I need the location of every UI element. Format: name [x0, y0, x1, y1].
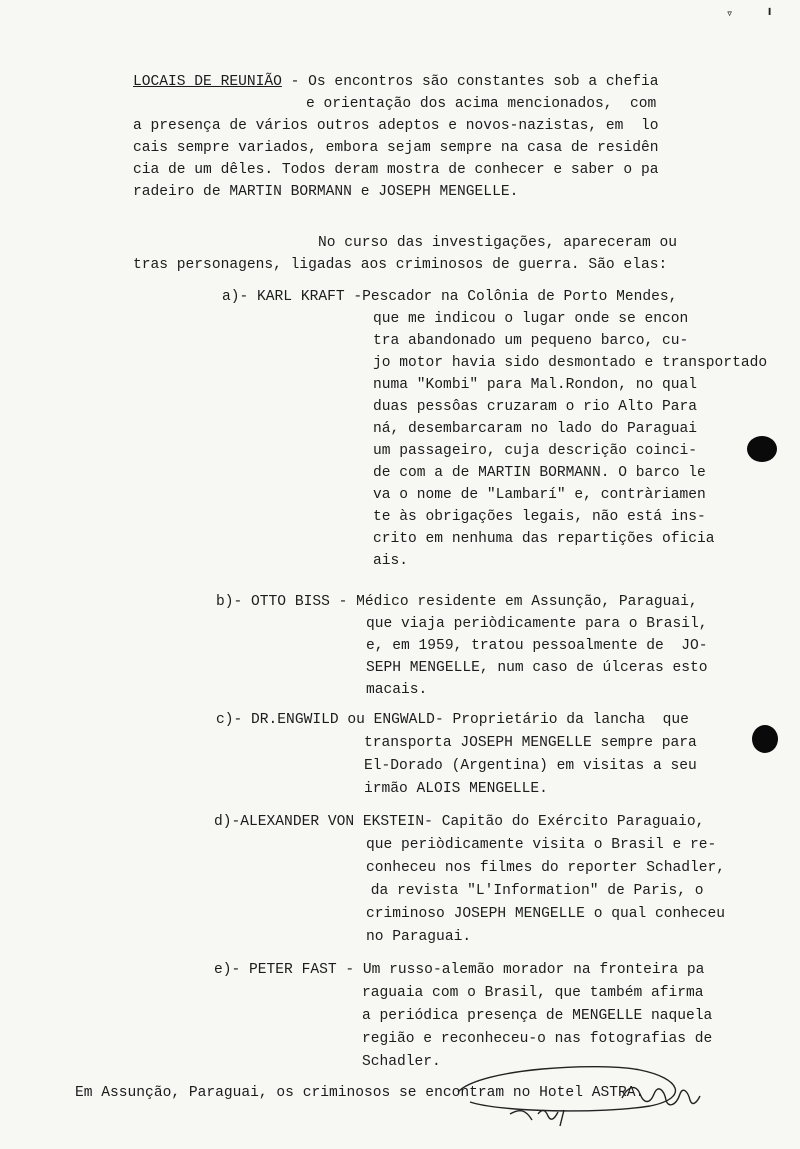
entry-line: crito em nenhuma das repartições oficia — [373, 531, 715, 547]
entry-line: Schadler. — [362, 1054, 441, 1070]
entry-line: de com a de MARTIN BORMANN. O barco le — [373, 465, 706, 481]
entry-line: tra abandonado um pequeno barco, cu- — [373, 333, 689, 349]
entry-line: jo motor havia sido desmontado e transportado — [373, 355, 768, 371]
entry-line: macais. — [366, 682, 428, 698]
entry-line: El-Dorado (Argentina) em visitas a seu — [364, 758, 697, 774]
entry-line: e, em 1959, tratou pessoalmente de JO- — [366, 638, 708, 654]
entry-line: duas pessôas cruzaram o rio Alto Para — [373, 399, 698, 415]
ink-blot — [752, 725, 778, 753]
entry-line: va o nome de "Lambarí" e, contràriamen — [373, 487, 706, 503]
entry-line: transporta JOSEPH MENGELLE sempre para — [364, 735, 697, 751]
intro-line-rest: - Os encontros são constantes sob a chefia — [281, 74, 659, 90]
section-heading: LOCAIS DE REUNIÃO — [133, 74, 282, 90]
entry-line: que viaja periòdicamente para o Brasil, — [366, 616, 708, 632]
entry-line: criminoso JOSEPH MENGELLE o qual conheceu — [366, 906, 726, 922]
entry-lead: c)- DR.ENGWILD ou ENGWALD- Proprietário da lancha que — [216, 712, 689, 728]
intro-line: cais sempre variados, embora sejam sempre na casa de residên — [133, 140, 659, 156]
entry-line: que periòdicamente visita o Brasil e re- — [366, 837, 717, 853]
entry-line: que me indicou o lugar onde se encon — [373, 311, 689, 327]
entry-lead: a)- KARL KRAFT -Pescador na Colônia de Porto Mendes, — [222, 289, 678, 305]
closing-line: Em Assunção, Paraguai, os criminosos se encontram no Hotel ASTRA. — [75, 1085, 645, 1101]
corner-mark: ╹ — [766, 9, 774, 23]
intro-line: a presença de vários outros adeptos e novos-nazistas, em lo — [133, 118, 659, 134]
intro-line: cia de um dêles. Todos deram mostra de conhecer e saber o pa — [133, 162, 659, 178]
entry-line: região e reconheceu-o nas fotografias de — [362, 1031, 713, 1047]
entry-line: SEPH MENGELLE, num caso de úlceras esto — [366, 660, 708, 676]
entry-lead: b)- OTTO BISS - Médico residente em Assunção, Paraguai, — [216, 594, 698, 610]
entry-line: a periódica presença de MENGELLE naquela — [362, 1008, 713, 1024]
entry-line: ais. — [373, 553, 409, 569]
ink-blot — [747, 436, 777, 462]
entry-line: no Paraguai. — [366, 929, 472, 945]
entry-line: irmão ALOIS MENGELLE. — [364, 781, 548, 797]
investigation-line: No curso das investigações, apareceram ou — [318, 235, 678, 251]
intro-first-line — [133, 72, 658, 92]
entry-line: numa "Kombi" para Mal.Rondon, no qual — [373, 377, 698, 393]
entry-line: raguaia com o Brasil, que também afirma — [362, 985, 704, 1001]
entry-line: te às obrigações legais, não está ins- — [373, 509, 706, 525]
entry-line: ná, desembarcaram no lado do Paraguai — [373, 421, 698, 437]
corner-mark: ▿ — [726, 7, 734, 21]
intro-line: e orientação dos acima mencionados, com — [306, 96, 657, 112]
entry-line: um passageiro, cuja descrição coinci- — [373, 443, 698, 459]
entry-lead: d)-ALEXANDER VON EKSTEIN- Capitão do Exército Paraguaio, — [214, 814, 705, 830]
entry-line: da revista "L'Information" de Paris, o — [362, 883, 704, 899]
investigation-line: tras personagens, ligadas aos criminosos de guerra. São elas: — [133, 257, 668, 273]
entry-lead: e)- PETER FAST - Um russo-alemão morador na fronteira pa — [214, 962, 705, 978]
intro-line: radeiro de MARTIN BORMANN e JOSEPH MENGELLE. — [133, 184, 519, 200]
entry-line: conheceu nos filmes do reporter Schadler, — [366, 860, 726, 876]
handwritten-signature — [440, 1050, 740, 1130]
